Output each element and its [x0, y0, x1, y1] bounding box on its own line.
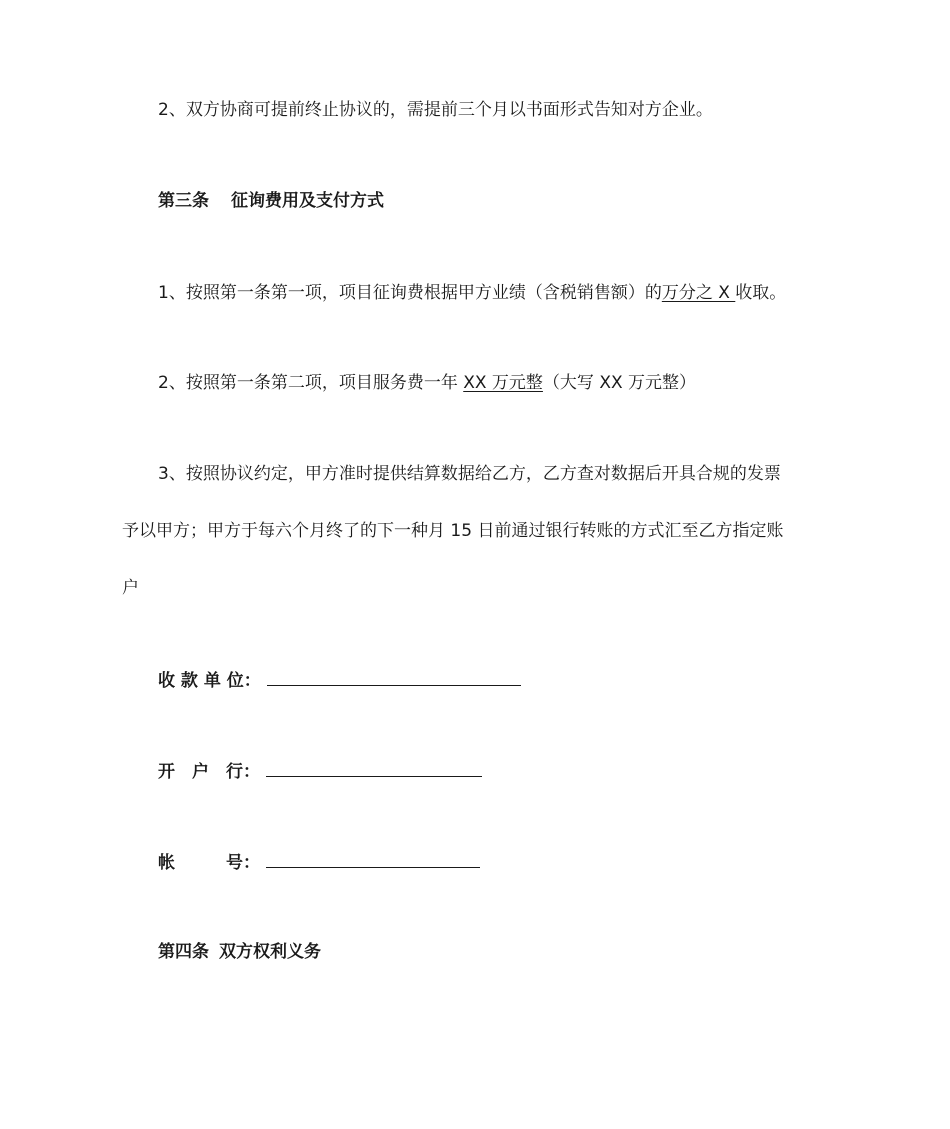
article-4-heading: [158, 940, 321, 964]
fee-item-1-suffix: 收取。: [735, 283, 787, 303]
bank-field: [158, 758, 482, 784]
fee-item-3-line-2: 予以甲方；甲方于每六个月终了的下一种月 15 日前通过银行转账的方式汇至乙方指定账: [122, 521, 784, 541]
account-blank: [266, 849, 480, 868]
account-label: 帐 号：: [158, 853, 260, 873]
article-3-heading: [158, 189, 384, 213]
account-field: [158, 849, 480, 875]
fee-item-1-rate: 万分之 X: [661, 283, 736, 303]
fee-item-1: [158, 281, 786, 305]
article-3-title: 征询费用及支付方式: [231, 191, 384, 211]
fee-item-2: [158, 371, 696, 395]
article-4-label: 第四条: [158, 942, 209, 962]
article-3-label: 第三条: [158, 191, 209, 211]
fee-item-3-line-3: 户: [122, 578, 139, 598]
article-4-title: 双方权利义务: [219, 942, 321, 962]
payee-blank: [267, 667, 521, 686]
fee-item-2-amount: XX 万元整: [463, 373, 543, 393]
fee-item-2-suffix: （大写 XX 万元整）: [542, 373, 697, 393]
fee-item-1-text: 1、按照第一条第一项，项目征询费根据甲方业绩（含税销售额）的: [158, 283, 662, 303]
clause-item-terminate: 2、双方协商可提前终止协议的，需提前三个月以书面形式告知对方企业。: [158, 100, 713, 120]
bank-blank: [266, 758, 482, 777]
fee-item-3-line-1: 3、按照协议约定，甲方准时提供结算数据给乙方，乙方查对数据后开具合规的发票: [158, 464, 781, 484]
bank-label: 开 户 行：: [158, 762, 260, 782]
payee-field: [158, 667, 521, 693]
payee-label: 收 款 单 位：: [158, 671, 261, 691]
fee-item-2-text: 2、按照第一条第二项，项目服务费一年: [158, 373, 464, 393]
